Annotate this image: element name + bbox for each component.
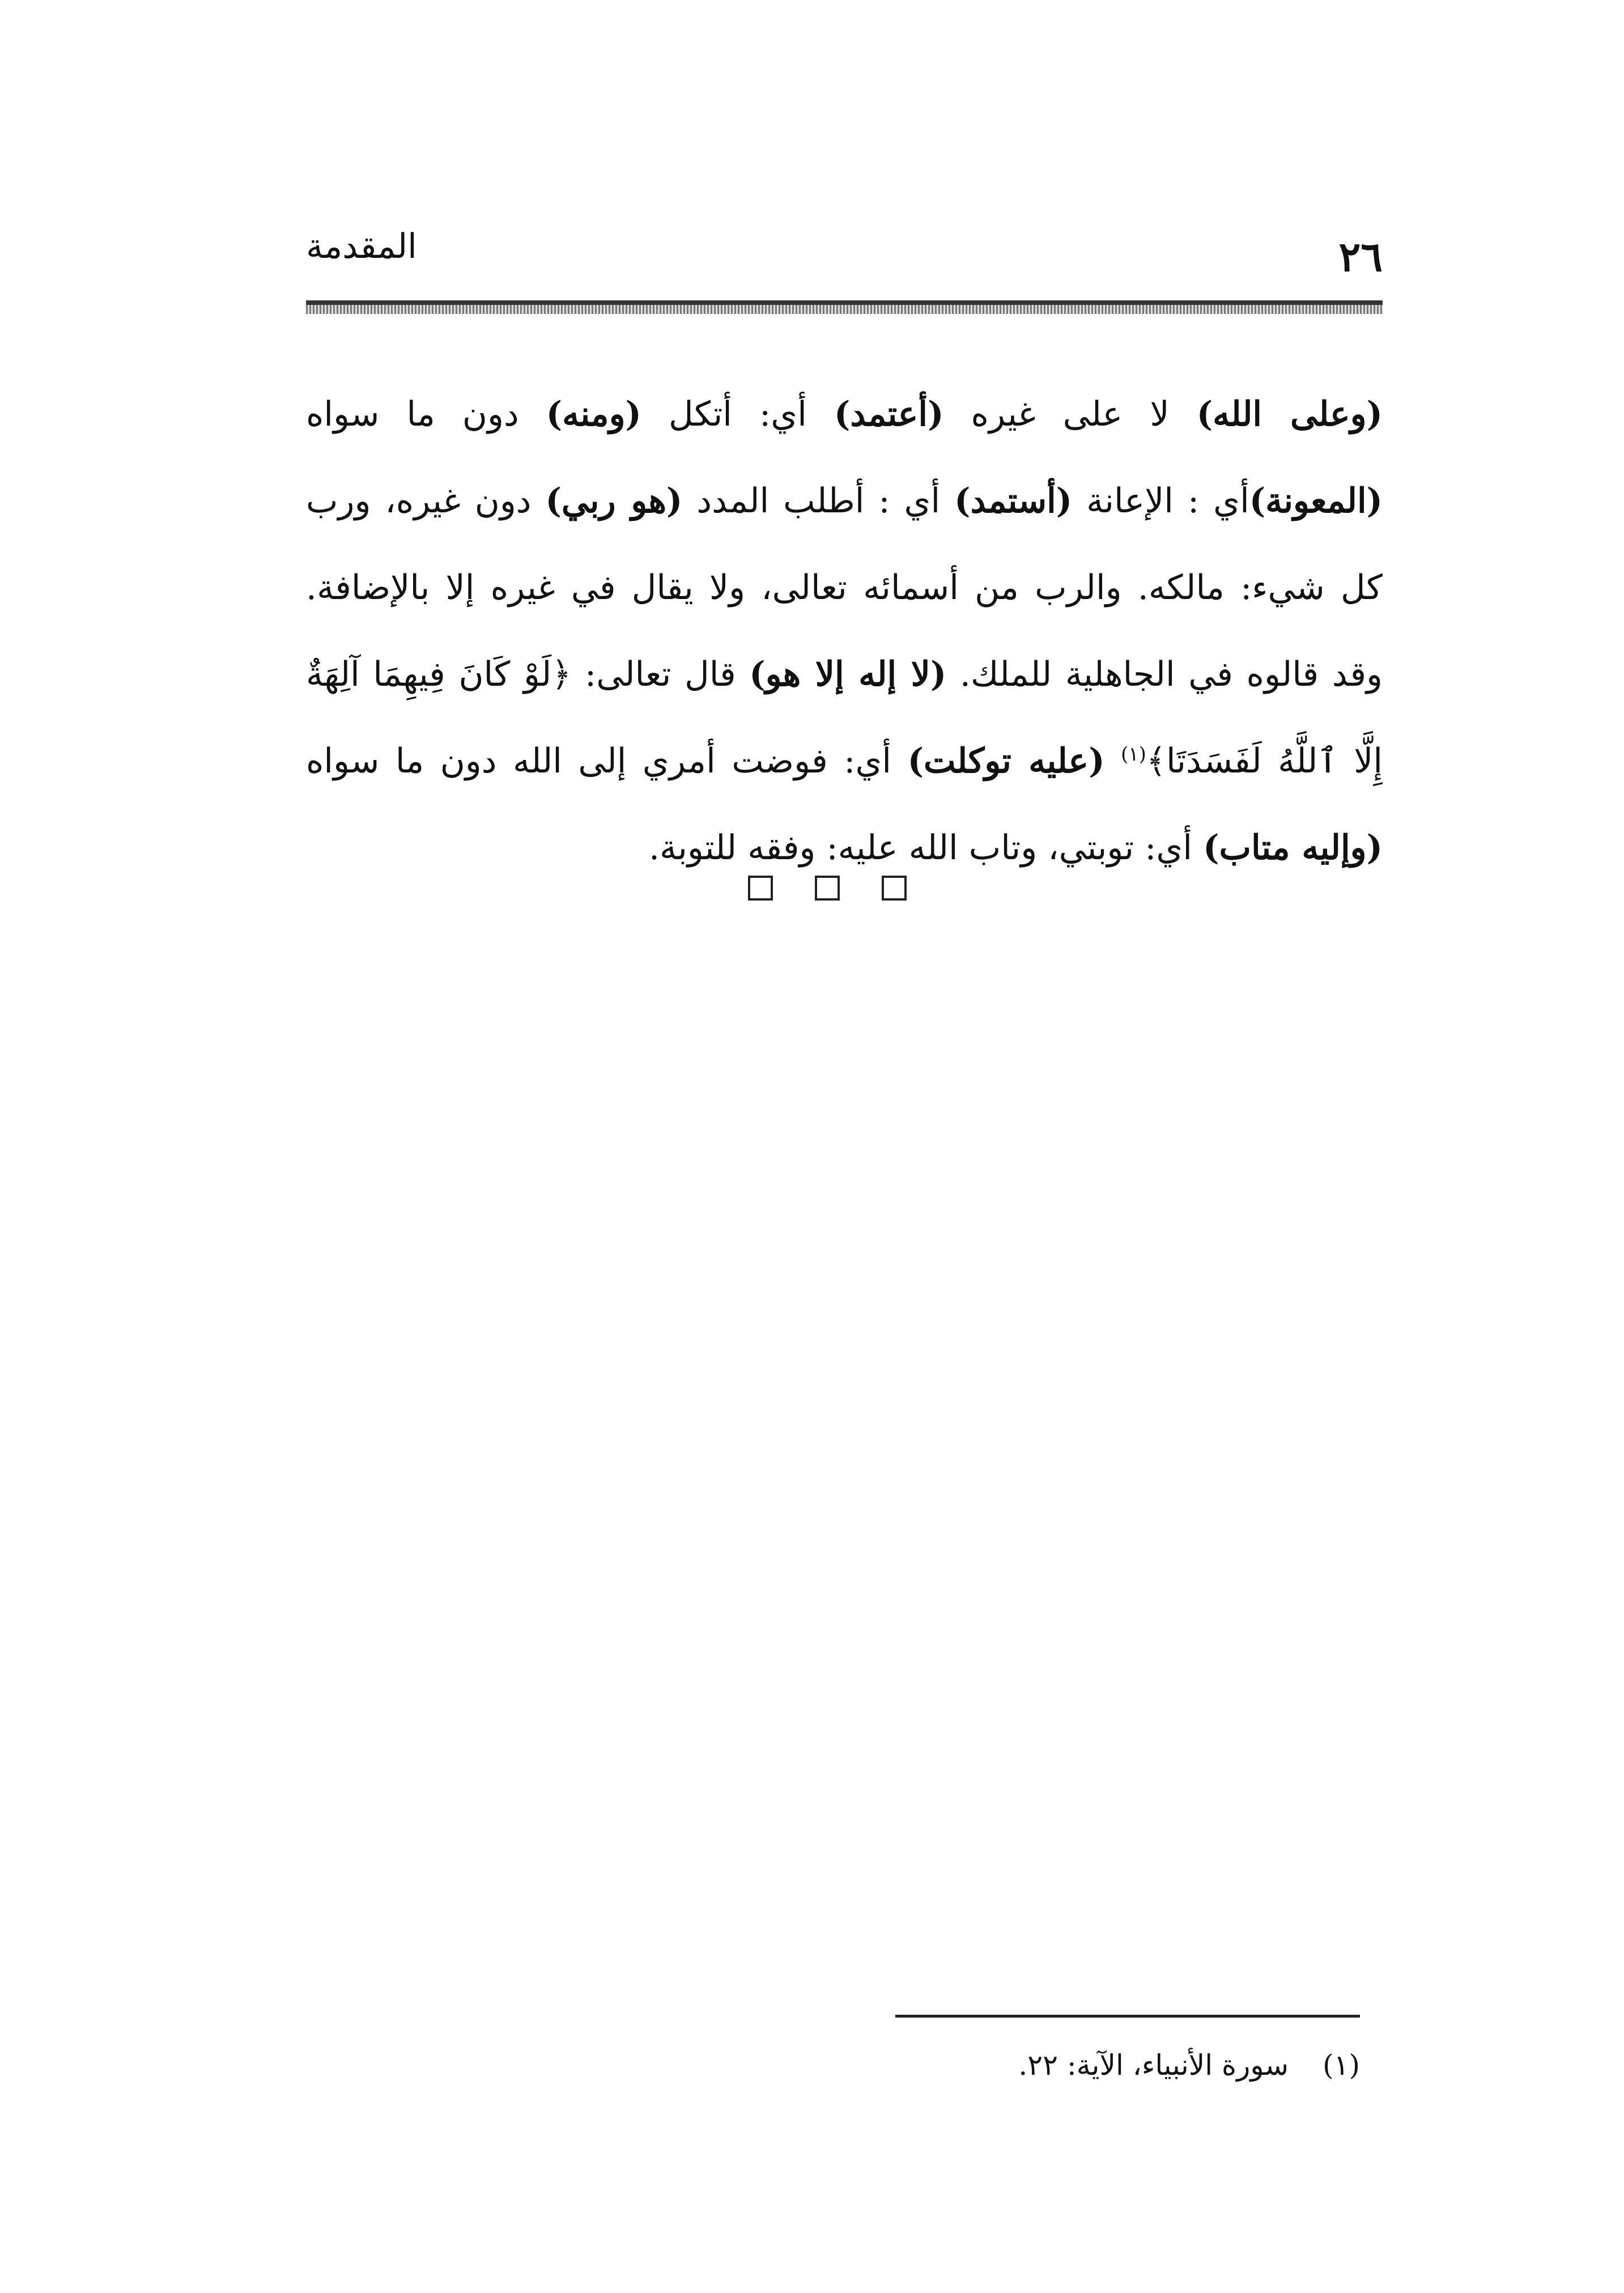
bold-term: (ومنه): [546, 394, 641, 434]
text-segment: وقد قالوه في الجاهلية للملك.: [946, 655, 1383, 694]
square-icon: [882, 876, 907, 901]
footnote-divider: [895, 2015, 1360, 2018]
quran-quote: قال تعالى: ﴿لَوْ كَانَ فِيهِمَا آلِهَةٌ: [306, 655, 750, 694]
text-line-3: كل شيء: مالكه. والرب من أسمائه تعالى، ولا يقال في غيره إلا بالإضافة.: [306, 568, 1383, 608]
footnote-ref: (١): [1121, 743, 1146, 766]
text-segment: أي: أتكل: [641, 394, 834, 434]
footnote-number: (١): [1323, 2049, 1360, 2082]
text-segment: أي: توبتي، وتاب الله عليه: وفقه للتوبة.: [648, 828, 1204, 868]
text-segment: [1105, 741, 1121, 781]
bold-term: (وإليه متاب): [1203, 828, 1383, 868]
quran-quote: إِلَّا ٱللَّهُ لَفَسَدَتَا﴾: [1146, 741, 1383, 781]
text-line-1: [306, 371, 1383, 458]
text-segment: لا على غيره: [943, 394, 1197, 434]
text-segment: أي : الإعانة: [1072, 481, 1249, 521]
bold-term: (لا إله إلا هو): [749, 655, 947, 694]
footnote-text: سورة الأنبياء، الآية: ٢٢.: [1018, 2049, 1289, 2082]
text-segment: دون غيره، ورب: [306, 481, 546, 521]
section-separator: [748, 876, 907, 910]
text-line-2: [306, 458, 1383, 545]
section-title: المقدمة: [306, 227, 417, 266]
square-icon: [748, 876, 773, 901]
header-divider: [306, 300, 1383, 314]
text-line-5: [306, 718, 1383, 805]
square-icon: [815, 876, 840, 901]
bold-term: (المعونة): [1249, 481, 1383, 521]
bold-term: (هو ربي): [545, 481, 683, 521]
page-header: [306, 227, 1383, 300]
footnote: [680, 2049, 1360, 2082]
body-text: [306, 371, 1383, 891]
text-segment: أي: فوضت أمري إلى الله دون ما سواه: [306, 741, 908, 781]
text-line-4: [306, 631, 1383, 718]
bold-term: (أستمد): [954, 481, 1073, 521]
text-segment: أي : أطلب المدد: [682, 481, 955, 521]
text-segment: دون ما سواه: [306, 394, 546, 434]
bold-term: (عليه توكلت): [907, 741, 1105, 781]
bold-term: (أعتمد): [834, 394, 944, 434]
page-number: ٢٦: [1338, 232, 1383, 281]
bold-term: (وعلى الله): [1196, 394, 1383, 434]
